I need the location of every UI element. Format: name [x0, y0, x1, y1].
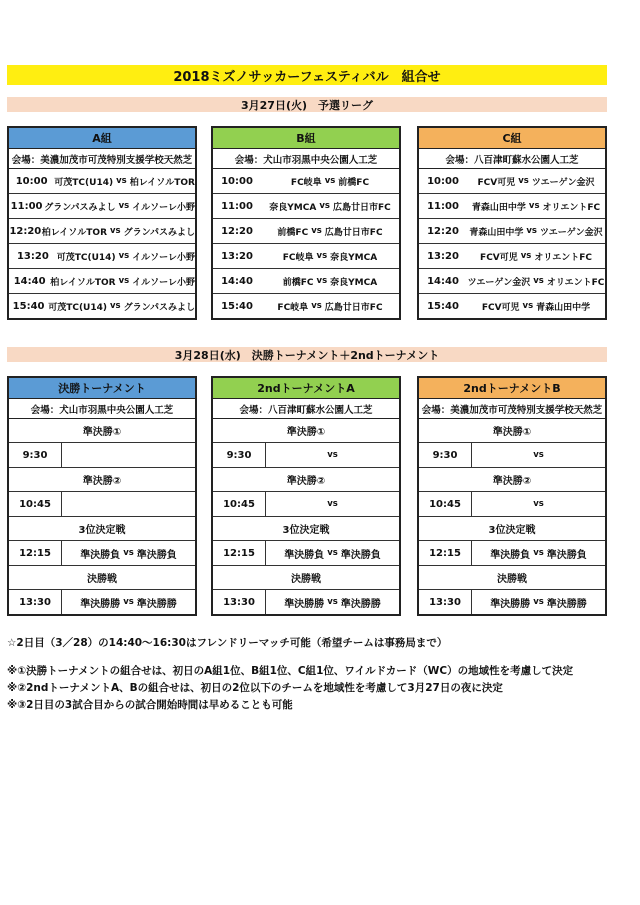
away-team: イルソーレ小野	[132, 252, 195, 263]
group-a-table	[7, 126, 197, 320]
match-row	[9, 443, 195, 468]
vs-label: vs	[123, 597, 134, 607]
match-time: 10:00	[427, 175, 459, 187]
away-team: 青森山田中学	[536, 302, 591, 313]
away-team: 広島廿日市FC	[324, 227, 383, 238]
second-tournament-b-table	[417, 376, 607, 616]
home-team: FC岐阜	[282, 252, 314, 263]
away-team: グランパスみよし	[123, 227, 195, 238]
final-label: 決勝戦	[419, 566, 605, 590]
group-c-table	[417, 126, 607, 320]
tournament-header: 決勝トーナメント	[9, 378, 195, 399]
vs-label: vs	[327, 450, 338, 460]
away-team: オリエントFC	[542, 202, 601, 213]
match-row	[9, 541, 195, 566]
match-time: 13:20	[427, 250, 459, 262]
away-team: 準決勝負	[340, 549, 381, 561]
group-c-venue: 会場：八百津町蘇水公園人工芝	[419, 149, 605, 169]
match-time: 11:00	[427, 200, 459, 212]
vs-label: vs	[123, 548, 134, 558]
match-time: 12:15	[419, 541, 472, 565]
tournament-venue: 会場：八百津町蘇水公園人工芝	[213, 399, 399, 419]
away-team: 広島廿日市FC	[324, 302, 383, 313]
away-team: オリエントFC	[546, 277, 605, 288]
match-row	[213, 244, 399, 269]
tournament-header: 2ndトーナメントB	[419, 378, 605, 399]
match-row	[9, 269, 195, 294]
away-team: 奈良YMCA	[330, 252, 378, 263]
match-row	[419, 219, 605, 244]
second-tournament-a-table	[211, 376, 401, 616]
day1-header: 3月27日(火) 予選リーグ	[7, 97, 607, 112]
match-time: 14:40	[221, 275, 253, 287]
away-team: 準決勝勝	[340, 598, 381, 610]
match-row	[419, 269, 605, 294]
note-friendly-match: ☆2日目（3／28）の14:40〜16:30はフレンドリーマッチ可能（希望チームは事務局まで）	[7, 637, 448, 649]
match-row	[9, 219, 195, 244]
home-team: 準決勝負	[284, 549, 325, 561]
day2-header: 3月28日(水) 決勝トーナメント＋2ndトーナメント	[7, 347, 607, 362]
match-row	[9, 194, 195, 219]
note-3: ※③2日目の3試合目からの試合開始時間は早めることも可能	[7, 699, 293, 711]
group-c-header: C組	[419, 128, 605, 149]
match-time: 11:00	[10, 200, 43, 212]
home-team: FC岐阜	[290, 177, 322, 188]
match-time: 15:40	[427, 300, 459, 312]
semifinal-1-label: 準決勝①	[213, 419, 399, 443]
match-time: 9:30	[213, 443, 266, 467]
match-time: 14:40	[13, 275, 46, 287]
vs-label: vs	[110, 226, 121, 236]
group-b-venue: 会場：犬山市羽黒中央公園人工芝	[213, 149, 399, 169]
match-row	[9, 590, 195, 614]
match-time: 13:30	[9, 590, 62, 614]
home-team: ツエーゲン金沢	[467, 277, 531, 288]
match-time: 12:20	[9, 225, 42, 237]
away-team: イルソーレ小野	[132, 202, 195, 213]
away-team: 準決勝負	[546, 549, 587, 561]
semifinal-2-label: 準決勝②	[419, 468, 605, 492]
home-team: FCV可児	[480, 252, 518, 263]
match-row	[419, 294, 605, 318]
away-team: オリエントFC	[534, 252, 592, 263]
semifinal-2-label: 準決勝②	[213, 468, 399, 492]
home-team: 柏レイソルTOR	[41, 227, 108, 238]
note-1: ※①決勝トーナメントの組合せは、初日のA組1位、B組1位、C組1位、ワイルドカード（WC）の地域性を考慮して決定	[7, 665, 574, 677]
home-team: グランパスみよし	[44, 202, 116, 213]
away-team: 準決勝勝	[546, 598, 587, 610]
match-time: 10:00	[221, 175, 253, 187]
vs-label: vs	[533, 597, 544, 607]
match-row	[213, 541, 399, 566]
vs-label: vs	[327, 548, 338, 558]
tournament-venue: 会場：美濃加茂市可茂特別支援学校天然芝	[419, 399, 605, 419]
match-row	[213, 294, 399, 318]
match-time: 10:45	[419, 492, 472, 516]
vs-label: vs	[324, 176, 336, 186]
home-team: 準決勝負	[80, 549, 121, 561]
home-team: 柏レイソルTOR	[50, 277, 116, 288]
away-team: 柏レイソルTOR	[129, 177, 195, 188]
group-a-header: A組	[9, 128, 195, 149]
match-time: 10:00	[15, 175, 48, 187]
away-team: 広島廿日市FC	[332, 202, 391, 213]
match-time: 15:40	[221, 300, 253, 312]
match-row	[213, 269, 399, 294]
home-team: 準決勝勝	[284, 598, 325, 610]
vs-label: vs	[526, 226, 537, 236]
vs-label: vs	[118, 276, 130, 286]
vs-label: vs	[533, 499, 544, 509]
home-team: 可茂TC(U14)	[48, 302, 108, 313]
vs-label: vs	[319, 201, 330, 211]
match-time: 10:45	[9, 492, 62, 516]
vs-label: vs	[311, 301, 322, 311]
vs-label: vs	[518, 176, 529, 186]
tournament-venue: 会場：犬山市羽黒中央公園人工芝	[9, 399, 195, 419]
vs-label: vs	[327, 597, 338, 607]
vs-label: vs	[118, 251, 130, 261]
away-team: 前橋FC	[338, 177, 370, 188]
match-row	[419, 541, 605, 566]
home-team: 準決勝負	[490, 549, 531, 561]
match-time: 14:40	[427, 275, 459, 287]
match-time: 9:30	[419, 443, 472, 467]
third-place-label: 3位決定戦	[213, 517, 399, 541]
match-time: 15:40	[12, 300, 45, 312]
match-time: 13:30	[213, 590, 266, 614]
away-team: イルソーレ小野	[132, 277, 195, 288]
final-label: 決勝戦	[213, 566, 399, 590]
match-time: 12:15	[9, 541, 62, 565]
vs-label: vs	[118, 201, 130, 211]
home-team: FCV可児	[477, 177, 516, 188]
vs-label: vs	[522, 301, 534, 311]
group-b-table	[211, 126, 401, 320]
match-time: 10:45	[213, 492, 266, 516]
away-team: 準決勝勝	[136, 598, 177, 610]
away-team: 準決勝負	[136, 549, 177, 561]
away-team: ツエーゲン金沢	[531, 177, 595, 188]
vs-label: vs	[116, 176, 127, 186]
match-row	[213, 219, 399, 244]
match-row	[419, 244, 605, 269]
final-tournament-table	[7, 376, 197, 616]
page-title: 2018ミズノサッカーフェスティバル 組合せ	[7, 65, 607, 85]
match-row	[213, 169, 399, 194]
semifinal-1-label: 準決勝①	[419, 419, 605, 443]
vs-label: vs	[110, 301, 121, 311]
match-row	[419, 492, 605, 517]
match-time: 13:20	[16, 250, 49, 262]
match-row	[9, 244, 195, 269]
match-time: 13:20	[221, 250, 253, 262]
third-place-label: 3位決定戦	[419, 517, 605, 541]
vs-label: vs	[533, 450, 544, 460]
away-team: グランパスみよし	[123, 302, 195, 313]
home-team: 可茂TC(U14)	[56, 252, 116, 263]
vs-label: vs	[316, 276, 328, 286]
match-time: 13:30	[419, 590, 472, 614]
home-team: FC岐阜	[277, 302, 309, 313]
home-team: 準決勝勝	[490, 598, 531, 610]
final-label: 決勝戦	[9, 566, 195, 590]
semifinal-1-label: 準決勝①	[9, 419, 195, 443]
home-team: 可茂TC(U14)	[54, 177, 114, 188]
home-team: FCV可児	[481, 302, 520, 313]
group-a-venue: 会場：美濃加茂市可茂特別支援学校天然芝	[9, 149, 195, 169]
match-row	[419, 443, 605, 468]
tournament-header: 2ndトーナメントA	[213, 378, 399, 399]
vs-label: vs	[533, 276, 544, 286]
match-time: 12:15	[213, 541, 266, 565]
home-team: 前橋FC	[282, 277, 314, 288]
match-row	[419, 590, 605, 614]
match-row	[213, 443, 399, 468]
vs-label: vs	[327, 499, 338, 509]
match-row	[419, 194, 605, 219]
match-row	[419, 169, 605, 194]
group-b-header: B組	[213, 128, 399, 149]
home-team: 青森山田中学	[471, 202, 526, 213]
match-row	[9, 294, 195, 318]
match-row	[213, 590, 399, 614]
third-place-label: 3位決定戦	[9, 517, 195, 541]
match-row	[213, 194, 399, 219]
away-team: 奈良YMCA	[330, 277, 378, 288]
match-time: 9:30	[9, 443, 62, 467]
home-team: 青森山田中学	[469, 227, 524, 238]
home-team: 奈良YMCA	[269, 202, 317, 213]
away-team: ツエーゲン金沢	[539, 227, 603, 238]
home-team: 準決勝勝	[80, 598, 121, 610]
vs-label: vs	[316, 251, 328, 261]
vs-label: vs	[533, 548, 544, 558]
match-row	[9, 169, 195, 194]
match-time: 11:00	[221, 200, 253, 212]
vs-label: vs	[311, 226, 322, 236]
note-2: ※②2ndトーナメントA、Bの組合せは、初日の2位以下のチームを地域性を考慮して3月27日の夜に決定	[7, 682, 503, 694]
semifinal-2-label: 準決勝②	[9, 468, 195, 492]
home-team: 前橋FC	[277, 227, 309, 238]
vs-label: vs	[528, 201, 540, 211]
match-row	[9, 492, 195, 517]
match-time: 12:20	[221, 225, 253, 237]
match-row	[213, 492, 399, 517]
vs-label: vs	[520, 251, 532, 261]
match-time: 12:20	[427, 225, 459, 237]
